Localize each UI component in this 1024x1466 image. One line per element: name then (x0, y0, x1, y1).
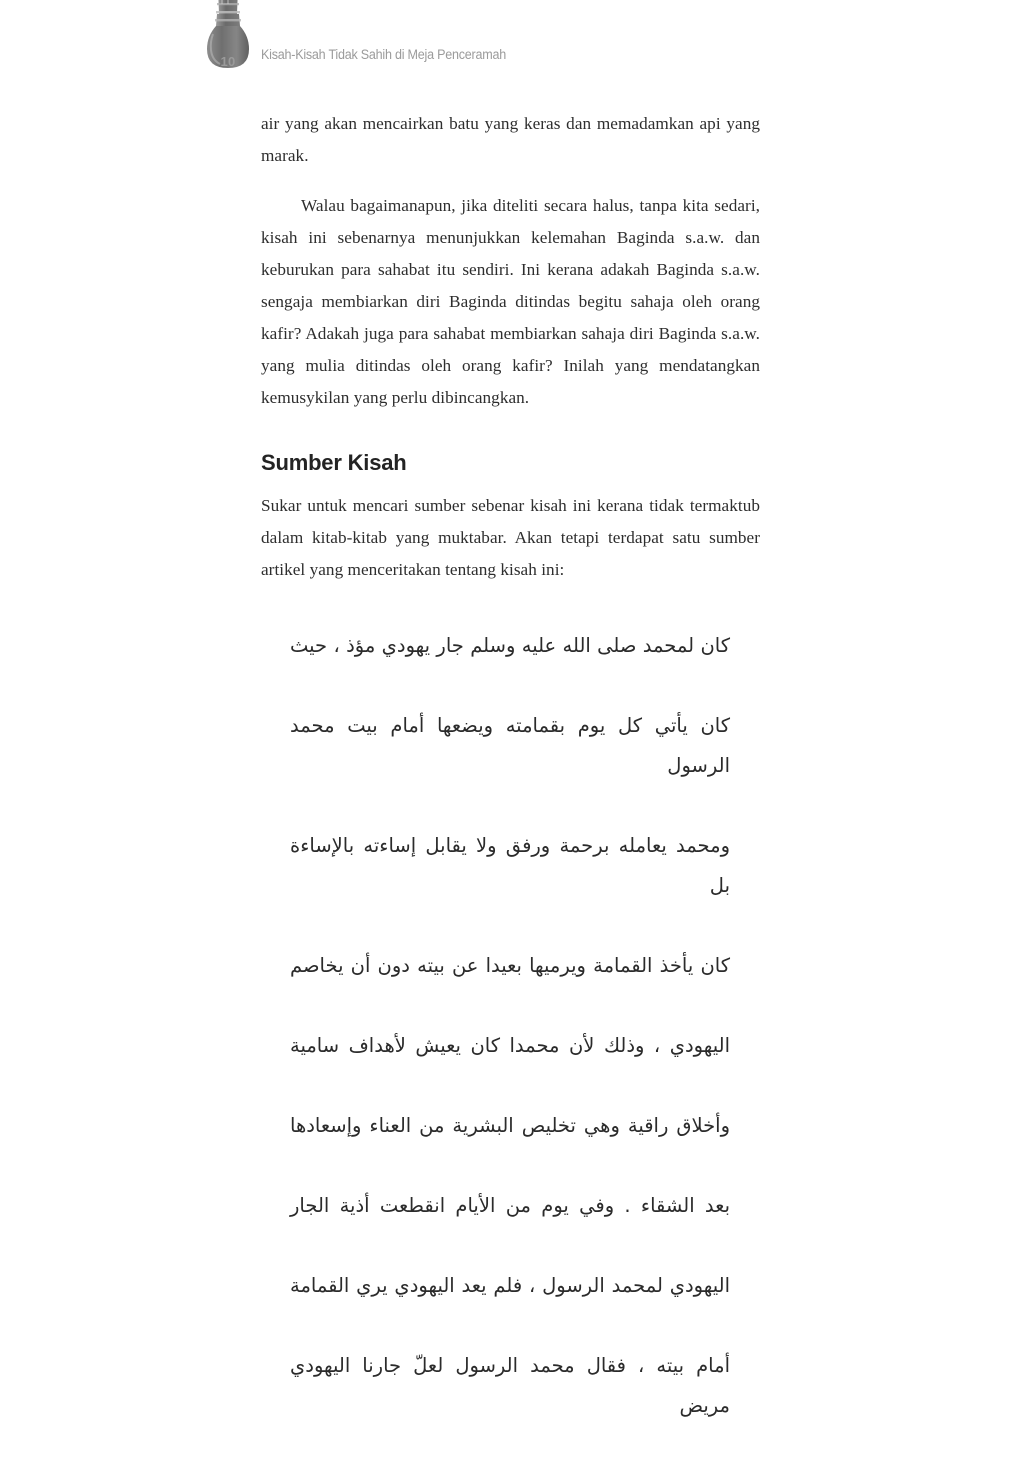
arabic-line: كان لمحمد صلى الله عليه وسلم جار يهودي مؤذ ، حيث (290, 634, 730, 657)
arabic-line: بعد الشقاء . وفي يوم من الأيام انقطعت أذية الجار (290, 1194, 730, 1217)
paragraph-analysis: Walau bagaimanapun, jika diteliti secara halus, tanpa kita sedari, kisah ini sebenarnya menunjukkan kelemahan Baginda s.a.w. dan keburukan para sahabat itu sendiri. Ini kerana adakah Baginda s.a.w. sengaja membiarkan diri Baginda ditindas begitu sahaja oleh orang kafir? Adakah juga para sahabat membiarkan sahaja diri Baginda s.a.w. yang mulia ditindas oleh orang kafir? Inilah yang mendatangkan kemusykilan yang perlu dibincangkan. (261, 196, 760, 407)
page-number: 10 (220, 54, 236, 69)
arabic-line: اليهودي لمحمد الرسول ، فلم يعد اليهودي يري القمامة (290, 1274, 730, 1297)
arabic-line: اليهودي ، وذلك لأن محمدا كان يعيش لأهداف سامية (290, 1034, 730, 1057)
arabic-quote-block (261, 626, 760, 1466)
paragraph-source-intro: Sukar untuk mencari sumber sebenar kisah ini kerana tidak termaktub dalam kitab-kitab yang muktabar. Akan tetapi terdapat satu sumber artikel yang menceritakan tentang kisah ini: (261, 496, 760, 579)
arabic-line: وأخلاق راقية وهي تخليص البشرية من العناء وإسعادها (290, 1114, 730, 1137)
section-heading: Sumber Kisah (261, 450, 407, 475)
arabic-line: أمام بيته ، فقال محمد الرسول لعلّ جارنا اليهودي مريض (290, 1354, 730, 1417)
page-header (200, 0, 800, 100)
arabic-line: كان يأخذ القمامة ويرميها بعيدا عن بيته دون أن يخاصم (290, 954, 730, 977)
text-column (261, 108, 760, 1466)
running-head: Kisah-Kisah Tidak Sahih di Meja Penceramah (261, 47, 506, 62)
arabic-line: ومحمد يعامله برحمة ورفق ولا يقابل إساءته بالإساءة بل (290, 834, 730, 897)
paragraph-continuation: air yang akan mencairkan batu yang keras dan memadamkan api yang marak. (261, 114, 760, 165)
arabic-line: كان يأتي كل يوم بقمامته ويضعها أمام بيت محمد الرسول (290, 714, 730, 777)
lightbulb-icon (200, 0, 256, 96)
